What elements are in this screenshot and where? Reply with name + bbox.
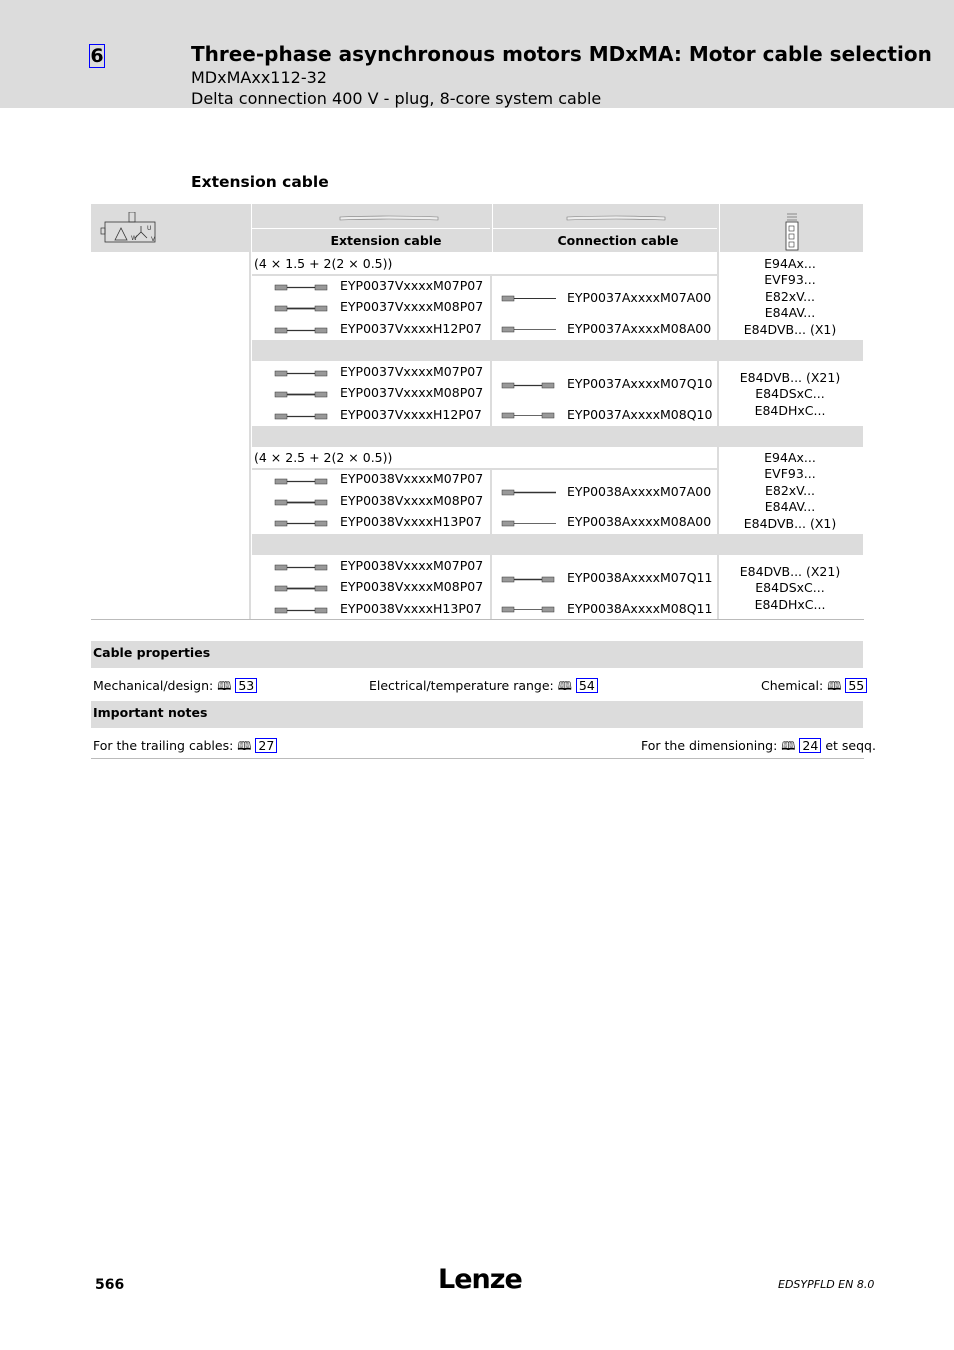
connection-cable-icon bbox=[501, 294, 557, 304]
book-icon: 🕮 bbox=[237, 739, 252, 753]
drive-controller-icon bbox=[784, 212, 800, 252]
part-number: EYP0037VxxxxM07P07 bbox=[340, 278, 484, 293]
part-number: EYP0037VxxxxH12P07 bbox=[340, 321, 482, 336]
svg-text:W: W bbox=[131, 235, 137, 242]
connection-cable-icon bbox=[566, 214, 666, 222]
book-icon: 🕮 bbox=[781, 739, 796, 753]
page-link-chemical[interactable]: 55 bbox=[845, 678, 867, 693]
spec-group-2: (4 × 2.5 + 2(2 × 0.5)) bbox=[254, 450, 393, 465]
part-number: EYP0038VxxxxM07P07 bbox=[340, 558, 484, 573]
separator-row bbox=[252, 534, 863, 555]
lenze-logo: Lenze bbox=[438, 1264, 522, 1295]
part-number: EYP0038AxxxxM07A00 bbox=[567, 484, 712, 499]
chapter-number-link[interactable]: 6 bbox=[90, 45, 104, 67]
part-number: EYP0038VxxxxM08P07 bbox=[340, 579, 484, 594]
extension-cable-plug-icon bbox=[274, 584, 328, 594]
part-number: EYP0037AxxxxM08A00 bbox=[567, 321, 712, 336]
part-number: EYP0037AxxxxM08Q10 bbox=[567, 407, 713, 422]
spec-group-1: (4 × 1.5 + 2(2 × 0.5)) bbox=[254, 256, 393, 271]
part-number: EYP0038AxxxxM08A00 bbox=[567, 514, 712, 529]
part-number: EYP0037VxxxxM08P07 bbox=[340, 385, 484, 400]
svg-text:U: U bbox=[147, 225, 152, 232]
part-number: EYP0037VxxxxM07P07 bbox=[340, 364, 484, 379]
connection-cable-icon bbox=[501, 488, 557, 498]
extension-cable-plug-icon bbox=[274, 412, 328, 422]
part-number: EYP0037AxxxxM07Q10 bbox=[567, 376, 713, 391]
extension-cable-label: Extension cable bbox=[330, 233, 442, 248]
motor-delta-icon bbox=[99, 212, 157, 244]
drive-list: E94Ax... EVF93... E82xV... E84AV... E84DVB... (X1) bbox=[743, 256, 837, 337]
book-icon: 🕮 bbox=[217, 679, 232, 693]
electrical-ref: Electrical/temperature range: 🕮 54 bbox=[369, 677, 598, 698]
trailing-ref: For the trailing cables: 🕮 27 bbox=[93, 737, 277, 758]
drive-list: E94Ax... EVF93... E82xV... E84AV... E84DVB... (X1) bbox=[743, 450, 837, 531]
extension-cable-plug-icon bbox=[274, 283, 328, 293]
extension-cable-plug-icon bbox=[274, 519, 328, 529]
connection-cable-label: Connection cable bbox=[557, 233, 679, 248]
page-number: 566 bbox=[95, 1277, 125, 1293]
extension-cable-plug-icon bbox=[274, 369, 328, 379]
page-link-electrical[interactable]: 54 bbox=[576, 678, 598, 693]
part-number: EYP0037VxxxxH12P07 bbox=[340, 407, 482, 422]
extension-cable-plug-icon bbox=[274, 498, 328, 508]
document-id: EDSYPFLD EN 8.0 bbox=[778, 1278, 875, 1291]
page-link-mechanical[interactable]: 53 bbox=[235, 678, 257, 693]
drive-list: E84DVB... (X21) E84DSxC... E84DHxC... bbox=[739, 564, 841, 612]
svg-text:V: V bbox=[151, 236, 156, 243]
extension-cable-plug-icon bbox=[274, 304, 328, 314]
connection-cable-icon bbox=[501, 605, 557, 615]
part-number: EYP0038AxxxxM08Q11 bbox=[567, 601, 713, 616]
extension-cable-plug-icon bbox=[274, 563, 328, 573]
cable-properties-title: Cable properties bbox=[93, 645, 211, 660]
connection-cable-icon bbox=[501, 411, 557, 421]
connection-cable-icon bbox=[501, 381, 557, 391]
separator-row bbox=[252, 340, 863, 361]
separator-row bbox=[252, 426, 863, 447]
important-notes-title: Important notes bbox=[93, 705, 208, 720]
mechanical-ref: Mechanical/design: 🕮 53 bbox=[93, 677, 257, 698]
part-number: EYP0038VxxxxM07P07 bbox=[340, 471, 484, 486]
page-subtitle-model: MDxMAxx112-32 bbox=[191, 68, 327, 87]
part-number: EYP0038VxxxxM08P07 bbox=[340, 493, 484, 508]
part-number: EYP0038VxxxxH13P07 bbox=[340, 601, 482, 616]
drive-icon-cell bbox=[720, 204, 863, 252]
part-number: EYP0037VxxxxM08P07 bbox=[340, 299, 484, 314]
page-subtitle-connection: Delta connection 400 V - plug, 8-core system cable bbox=[191, 89, 602, 108]
chemical-ref: Chemical: 🕮 55 bbox=[761, 677, 867, 698]
extension-cable-plug-icon bbox=[274, 390, 328, 400]
extension-cable-plug-icon bbox=[274, 326, 328, 336]
part-number: EYP0038AxxxxM07Q11 bbox=[567, 570, 713, 585]
connection-cable-icon bbox=[501, 519, 557, 529]
extension-cable-plug-icon bbox=[274, 477, 328, 487]
page-title: Three-phase asynchronous motors MDxMA: Motor cable selection bbox=[191, 42, 932, 66]
motor-icon-cell bbox=[91, 204, 249, 252]
extension-cable-icon bbox=[339, 214, 439, 222]
connection-cable-icon bbox=[501, 325, 557, 335]
page-link-trailing[interactable]: 27 bbox=[255, 738, 277, 753]
drive-list: E84DVB... (X21) E84DSxC... E84DHxC... bbox=[739, 370, 841, 418]
part-number: EYP0038VxxxxH13P07 bbox=[340, 514, 482, 529]
page-link-dimensioning[interactable]: 24 bbox=[799, 738, 821, 753]
dimensioning-ref: For the dimensioning: 🕮 24 et seqq. bbox=[641, 737, 876, 758]
section-title: Extension cable bbox=[191, 173, 329, 191]
connection-cable-header bbox=[493, 204, 717, 252]
connection-cable-icon bbox=[501, 575, 557, 585]
part-number: EYP0037AxxxxM07A00 bbox=[567, 290, 712, 305]
book-icon: 🕮 bbox=[557, 679, 572, 693]
extension-cable-header bbox=[252, 204, 490, 252]
extension-cable-plug-icon bbox=[274, 606, 328, 616]
book-icon: 🕮 bbox=[827, 679, 842, 693]
